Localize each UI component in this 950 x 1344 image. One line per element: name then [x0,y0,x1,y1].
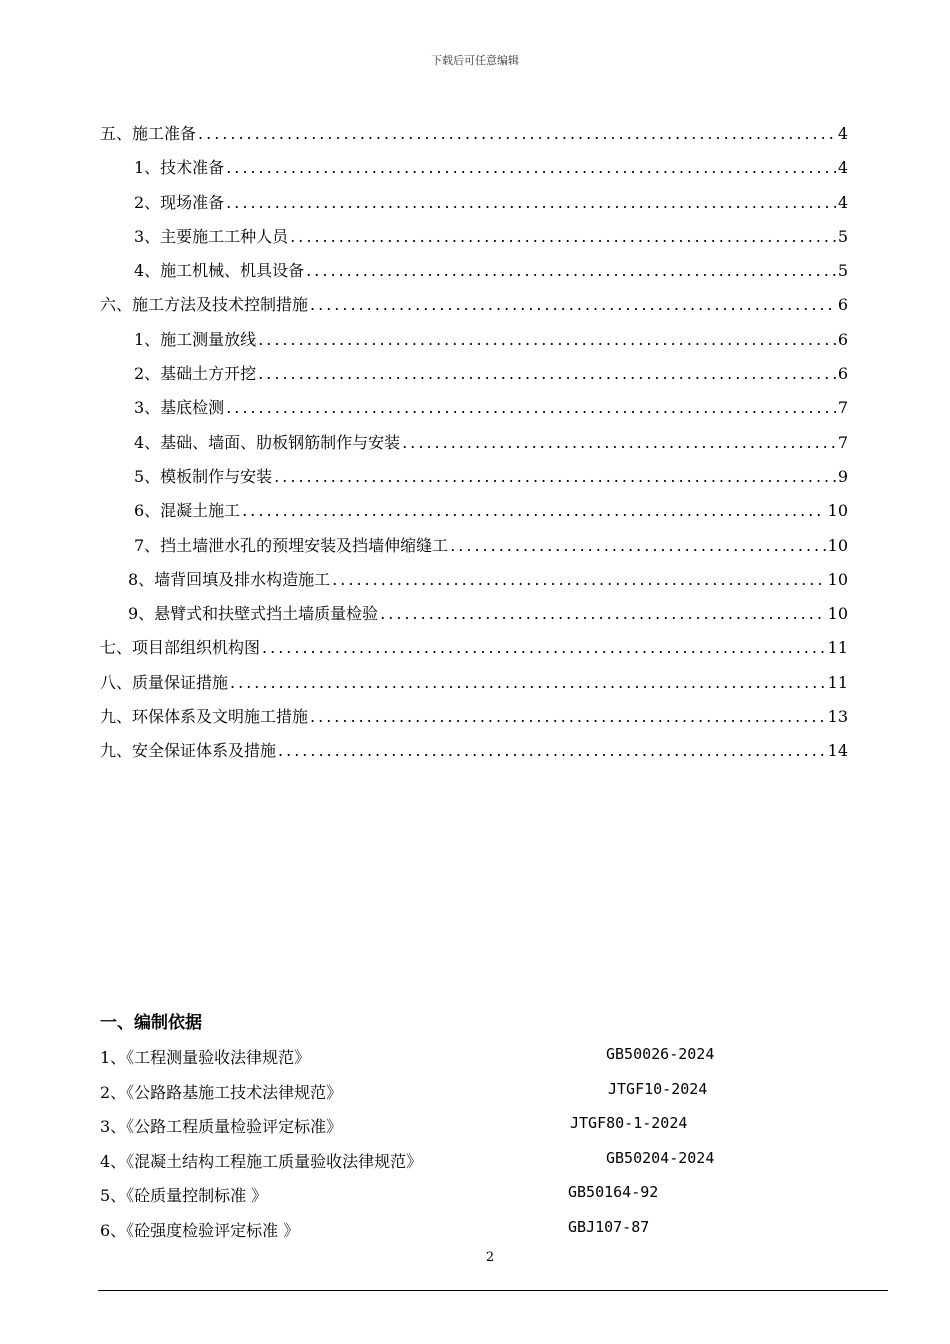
toc-page: 4 [837,158,848,178]
toc-row[interactable] [100,224,848,258]
toc-page: 13 [827,707,848,727]
toc-row[interactable] [100,704,848,738]
toc-label: 9、悬臂式和扶壁式挡土墙质量检验 [128,604,379,624]
toc-row[interactable] [100,155,848,189]
toc-leader [262,638,826,657]
reference-code: GB50204-2024 [606,1148,715,1167]
toc-leader [274,467,836,486]
toc-row[interactable] [100,601,848,635]
page-number: 2 [485,1250,495,1265]
reference-item [100,1074,800,1109]
page-header: 下载后可任意编辑 [431,54,519,67]
toc-leader [258,330,836,349]
toc-leader [226,398,836,417]
reference-code: JTGF10-2024 [608,1079,708,1098]
toc-page: 5 [837,226,848,246]
toc-leader [290,227,836,246]
toc-leader [226,193,836,212]
toc-page: 10 [827,604,848,624]
reference-list [100,1039,800,1246]
toc-page: 9 [837,466,848,486]
toc-label: 2、现场准备 [134,192,225,212]
toc-label: 1、技术准备 [134,158,225,178]
toc-page: 10 [827,569,848,589]
toc-leader [332,570,825,589]
reference-name: 6、《砼强度检验评定标准 》 [100,1220,300,1240]
toc-row[interactable] [100,533,848,567]
toc-page: 6 [837,329,848,349]
toc-page: 4 [837,124,848,143]
toc-page: 6 [837,295,848,315]
toc-row[interactable] [100,327,848,361]
toc-page: 10 [827,501,848,521]
toc-page: 11 [827,672,848,692]
toc-page: 7 [837,398,848,418]
toc-leader [258,364,836,383]
reference-item [100,1108,800,1143]
reference-name: 3、《公路工程质量检验评定标准》 [100,1117,343,1136]
toc-row[interactable] [100,670,848,704]
toc-row[interactable] [100,464,848,498]
toc-label: 8、墙背回填及排水构造施工 [128,569,331,589]
reference-code: GB50164-92 [568,1183,659,1201]
toc-label: 7、挡土墙泄水孔的预埋安装及挡墙伸缩缝工 [134,535,449,555]
toc-label: 九、安全保证体系及措施 [100,741,277,761]
reference-item [100,1212,800,1247]
toc-row[interactable] [100,190,848,224]
reference-name: 2、《公路路基施工技术法律规范》 [100,1082,343,1102]
toc-row[interactable] [100,361,848,395]
toc-leader [310,707,826,726]
toc-label: 2、基础土方开挖 [134,364,257,384]
toc-leader [380,604,825,623]
toc-row[interactable] [100,567,848,601]
toc-label: 3、基底检测 [134,398,225,418]
toc-label: 六、施工方法及技术控制措施 [100,295,309,315]
toc-leader [278,741,826,760]
toc-page: 10 [827,535,848,555]
footer-divider [98,1290,888,1291]
reference-name: 4、《混凝土结构工程施工质量验收法律规范》 [100,1151,423,1171]
toc-label: 1、施工测量放线 [134,329,257,349]
reference-code: GBJ107-87 [568,1217,650,1236]
toc-label: 4、施工机械、机具设备 [134,261,305,281]
toc-row[interactable] [100,395,848,429]
toc-row[interactable] [100,430,848,464]
toc-page: 11 [827,638,848,658]
toc-label: 6、混凝土施工 [134,501,241,521]
toc-label: 4、基础、墙面、肋板钢筋制作与安装 [134,432,401,452]
reference-item [100,1143,800,1178]
toc-leader [230,673,826,692]
toc-page: 5 [837,261,848,281]
toc-label: 九、环保体系及文明施工措施 [100,707,309,727]
toc-label: 七、项目部组织机构图 [100,638,261,658]
toc-row[interactable] [100,121,848,155]
toc-leader [306,261,836,280]
toc-leader [450,536,825,555]
reference-name: 5、《砼质量控制标准 》 [100,1186,268,1205]
toc-leader [242,501,825,520]
toc-page: 6 [837,364,848,384]
toc-page: 14 [827,741,848,761]
table-of-contents [100,121,848,773]
toc-row[interactable] [100,498,848,532]
reference-name: 1、《工程测量验收法律规范》 [100,1048,311,1067]
toc-row[interactable] [100,738,848,772]
toc-leader [198,124,836,143]
reference-code: JTGF80-1-2024 [570,1114,688,1132]
toc-label: 5、模板制作与安装 [134,466,273,486]
reference-code: GB50026-2024 [606,1045,715,1063]
reference-item [100,1039,800,1074]
toc-row[interactable] [100,635,848,669]
toc-row[interactable] [100,292,848,326]
toc-label: 五、施工准备 [100,124,197,143]
toc-leader [226,158,836,177]
toc-label: 3、主要施工工种人员 [134,226,289,246]
toc-page: 7 [837,432,848,452]
toc-label: 八、质量保证措施 [100,672,229,692]
toc-leader [402,433,836,452]
reference-item [100,1177,800,1212]
toc-leader [310,295,836,314]
section-title: 一、编制依据 [100,1013,202,1033]
toc-row[interactable] [100,258,848,292]
toc-page: 4 [837,192,848,212]
